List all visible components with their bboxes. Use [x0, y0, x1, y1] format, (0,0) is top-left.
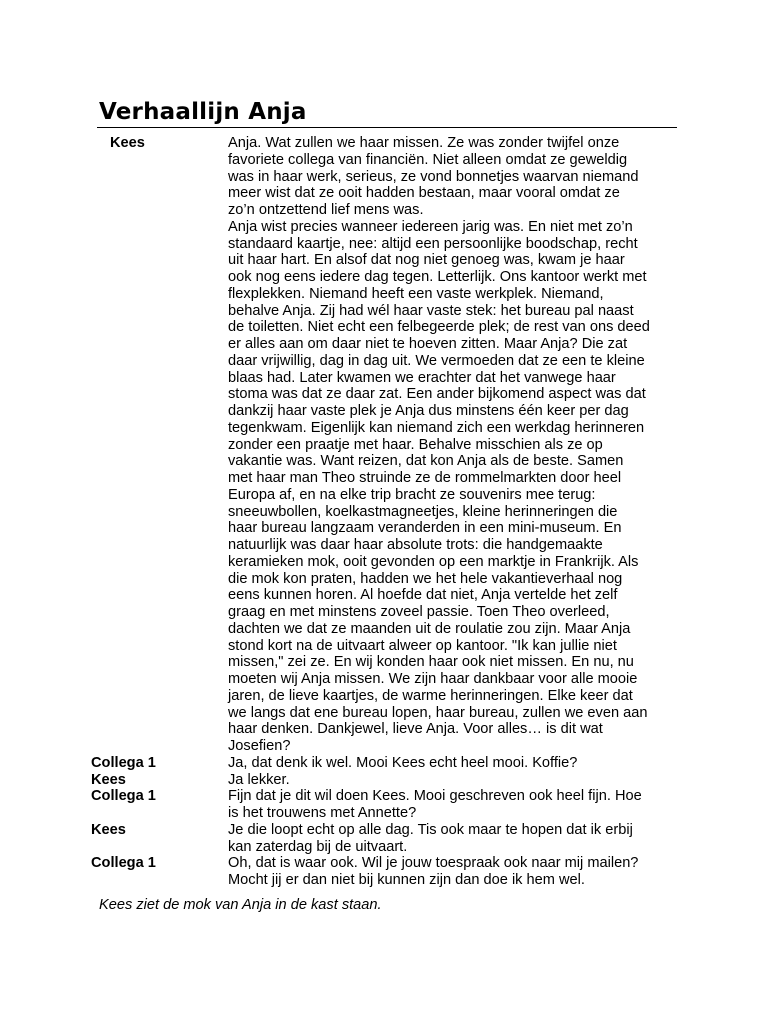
dialogue-line: Anja. Wat zullen we haar missen. Ze was zonder twijfel onze favoriete collega van financiën. Niet alleen omdat ze geweldig was in haar werk, serieus, ze vond bonnetjes waarvan niemand meer wist dat ze ooit hadden bestaan, maar vooral omdat ze zo’n ontzettend lief mens was. Anja wist precies wanneer iedereen jarig was. En niet met zo’n standaard kaartje, nee: altijd een persoonlijke boodschap, recht uit haar hart. En alsof dat nog niet genoeg was, kwam je haar ook nog eens iedere dag tegen. Letterlijk. Ons kantoor werkt met flexplekken. Niemand heeft een vaste werkplek. Niemand, behalve Anja. Zij had wél haar vaste stek: het bureau pal naast de toiletten. Niet echt een felbegeerde plek; de rest van ons deed er alles aan om daar niet te hoeven zitten. Maar Anja? Die zat daar vrijwillig, dag in dag uit. We vermoeden dat ze een te kleine blaas had. Later kwamen we erachter dat het vanwege haar stoma was dat ze daar zat. Een ander bijkomend aspect was dat dankzij haar vaste plek je Anja dus minstens één keer per dag tegenkwam. Eigenlijk kan niemand zich een werkdag herinneren zonder een praatje met haar. Behalve misschien als ze op vakantie was. Want reizen, dat kon Anja als de beste. Samen met haar man Theo struinde ze de rommelmarkten door heel Europa af, en na elke trip bracht ze souvenirs mee terug: sneeuwbollen, koelkastmagneetjes, kleine herinneringen die haar bureau langzaam veranderden in een mini-museum. En natuurlijk was daar haar absolute trots: die handgemaakte keramieken mok, ooit gevonden op een marktje in Frankrijk. Als die mok kon praten, hadden we het hele vakantieverhaal nog eens kunnen horen. Al hoefde dat niet, Anja vertelde het zelf graag en met minstens zoveel passie. Toen Theo overleed, dachten we dat ze maanden uit de roulatie zou zijn. Maar Anja stond kort na de uitvaart alweer op kantoor. "Ik kan jullie niet missen," zei ze. En wij konden haar ook niet missen. En nu, nu moeten wij Anja missen. We zijn haar dankbaar voor alle mooie jaren, de lieve kaartjes, de warme herinneringen. Elke keer dat we langs dat ene bureau lopen, haar bureau, zullen we even aan haar denken. Dankjewel, lieve Anja. Voor alles… is dit wat Josefien? [228, 135, 650, 754]
title-underline [97, 127, 677, 128]
dialogue-row [0, 135, 768, 755]
page-title: Verhaallijn Anja [99, 99, 307, 125]
dialogue-row [0, 788, 768, 822]
speaker-name: Kees [91, 771, 126, 788]
speaker-name: Kees [110, 135, 145, 151]
dialogue-line: Je die loopt echt op alle dag. Tis ook maar te hopen dat ik erbij kan zaterdag bij de uitvaart. [228, 821, 633, 855]
stage-direction: Kees ziet de mok van Anja in de kast staan. [99, 897, 382, 913]
dialogue-row [0, 755, 768, 772]
speaker-name: Collega 1 [91, 754, 156, 771]
dialogue-line: Fijn dat je dit wil doen Kees. Mooi geschreven ook heel fijn. Hoe is het trouwens met Annette? [228, 788, 642, 821]
speaker-name: Kees [91, 821, 126, 838]
dialogue-row [0, 822, 768, 856]
dialogue-row [0, 855, 768, 889]
script-dialogue [0, 135, 768, 889]
speaker-name: Collega 1 [91, 855, 156, 872]
dialogue-row [0, 772, 768, 789]
speaker-name: Collega 1 [91, 788, 156, 805]
dialogue-line: Ja, dat denk ik wel. Mooi Kees echt heel mooi. Koffie? [228, 754, 578, 771]
dialogue-line: Ja lekker. [228, 771, 290, 788]
dialogue-line: Oh, dat is waar ook. Wil je jouw toespraak ook naar mij mailen? Mocht jij er dan niet bij kunnen zijn dan doe ik hem wel. [228, 855, 639, 888]
